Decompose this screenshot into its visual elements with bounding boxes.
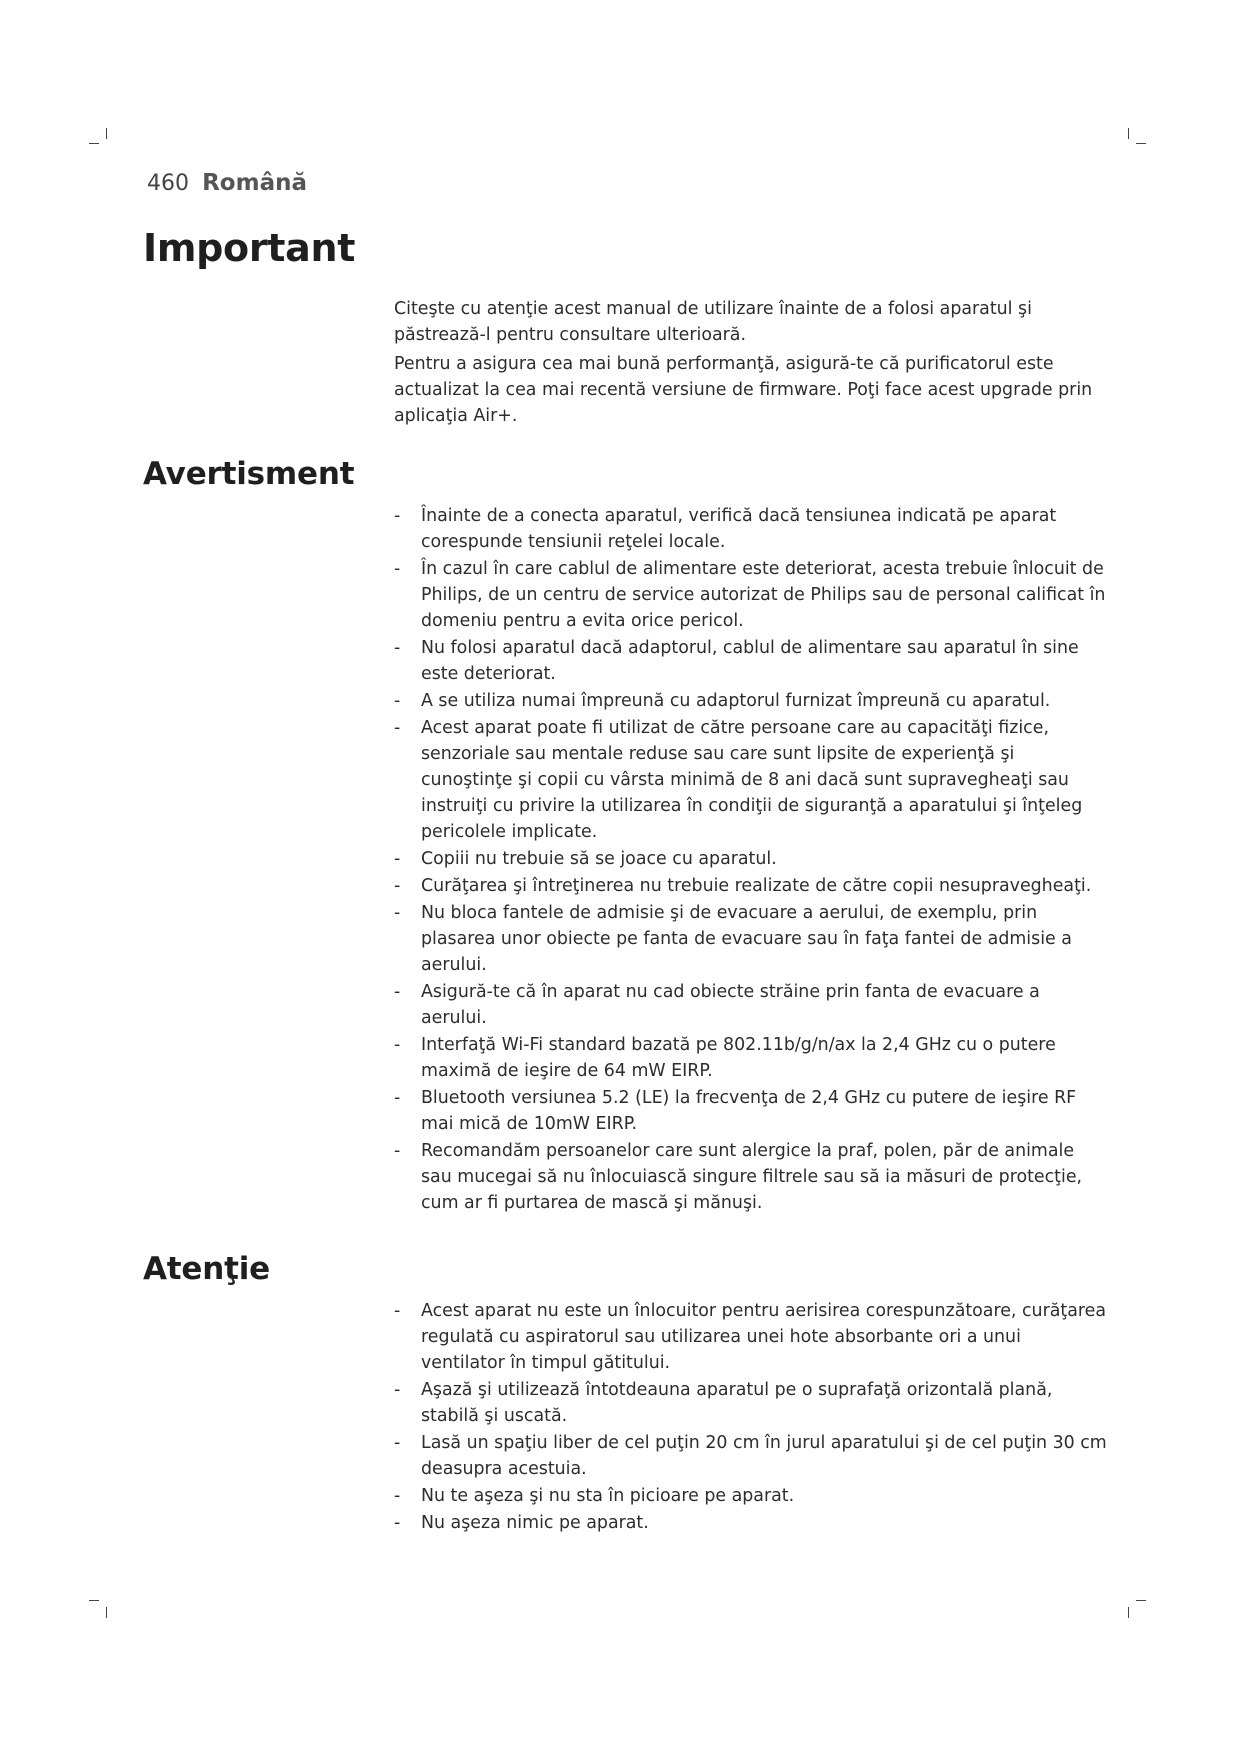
warning-item: - Nu bloca fantele de admisie şi de evacuare a aerului, de exemplu, prin plasarea unor obiecte pe fanta de evacuare sau în faţa fantei de admisie a aerului.	[394, 900, 1109, 978]
warning-list	[394, 503, 1109, 1216]
crop-mark-top-left-v	[106, 128, 107, 139]
important-paragraph: Pentru a asigura cea mai bună performanţă, asigură-te că purificatorul este actualizat la cea mai recentă versiune de firmware. Poţi face acest upgrade prin aplicaţia Air+.	[394, 354, 1093, 426]
caution-item: - Aşază şi utilizează întotdeauna aparatul pe o suprafaţă orizontală plană, stabilă şi uscată.	[394, 1377, 1109, 1429]
warning-title: Avertisment	[143, 456, 355, 492]
page-header	[147, 170, 307, 200]
crop-mark-bottom-left-v	[106, 1607, 107, 1618]
crop-mark-bottom-right-v	[1128, 1607, 1129, 1618]
warning-item: - Acest aparat poate fi utilizat de către persoane care au capacităţi fizice, senzoriale sau mentale reduse sau care sunt lipsite de experienţă şi cunoştinţe şi copii cu vârsta minimă de 8 ani dacă sunt supravegheaţi sau instruiţi cu privire la utilizarea în condiţii de siguranţă a aparatului şi înţeleg pericolele implicate.	[394, 715, 1109, 845]
important-body	[394, 296, 1109, 432]
warning-item: - Interfaţă Wi-Fi standard bazată pe 802.11b/g/n/ax la 2,4 GHz cu o putere maximă de ieşire de 64 mW EIRP.	[394, 1032, 1109, 1084]
warning-item: - În cazul în care cablul de alimentare este deteriorat, acesta trebuie înlocuit de Philips, de un centru de service autorizat de Philips sau de personal calificat în domeniu pentru a evita orice pericol.	[394, 556, 1109, 634]
warning-item: - Recomandăm persoanelor care sunt alergice la praf, polen, păr de animale sau mucegai să nu înlocuiască singure filtrele sau să ia măsuri de protecţie, cum ar fi purtarea de mască şi mănuşi.	[394, 1138, 1109, 1216]
important-title: Important	[143, 226, 356, 270]
crop-mark-bottom-right-h	[1136, 1600, 1146, 1601]
caution-item: - Lasă un spaţiu liber de cel puţin 20 cm în jurul aparatului şi de cel puţin 30 cm deasupra acestuia.	[394, 1430, 1109, 1482]
caution-list	[394, 1298, 1109, 1536]
crop-mark-top-right-v	[1128, 128, 1129, 139]
caution-item: - Nu te aşeza şi nu sta în picioare pe aparat.	[394, 1483, 1109, 1509]
crop-mark-bottom-left-h	[89, 1600, 99, 1601]
warning-item: - Asigură-te că în aparat nu cad obiecte străine prin fanta de evacuare a aerului.	[394, 979, 1109, 1031]
caution-title: Atenţie	[143, 1251, 270, 1287]
page-number: 460	[147, 171, 189, 196]
warning-item: - Înainte de a conecta aparatul, verifică dacă tensiunea indicată pe aparat corespunde tensiunii reţelei locale.	[394, 503, 1109, 555]
caution-body	[394, 1298, 1109, 1537]
warning-item: - Nu folosi aparatul dacă adaptorul, cablul de alimentare sau aparatul în sine este deteriorat.	[394, 635, 1109, 687]
important-paragraph: Citeşte cu atenţie acest manual de utilizare înainte de a folosi aparatul şi păstrează-l pentru consultare ulterioară.	[394, 299, 1032, 345]
caution-item: - Acest aparat nu este un înlocuitor pentru aerisirea corespunzătoare, curăţarea regulată cu aspiratorul sau utilizarea unei hote absorbante ori a unui ventilator în timpul gătitului.	[394, 1298, 1109, 1376]
warning-body	[394, 503, 1109, 1217]
warning-item: - Curăţarea şi întreţinerea nu trebuie realizate de către copii nesupravegheaţi.	[394, 873, 1109, 899]
crop-mark-top-left-h	[89, 143, 99, 144]
warning-item: - Copiii nu trebuie să se joace cu aparatul.	[394, 846, 1109, 872]
crop-mark-top-right-h	[1136, 143, 1146, 144]
warning-item: - Bluetooth versiunea 5.2 (LE) la frecvenţa de 2,4 GHz cu putere de ieşire RF mai mică de 10mW EIRP.	[394, 1085, 1109, 1137]
caution-item: - Nu aşeza nimic pe aparat.	[394, 1510, 1109, 1536]
warning-item: - A se utiliza numai împreună cu adaptorul furnizat împreună cu aparatul.	[394, 688, 1109, 714]
page-language: Română	[202, 170, 307, 196]
